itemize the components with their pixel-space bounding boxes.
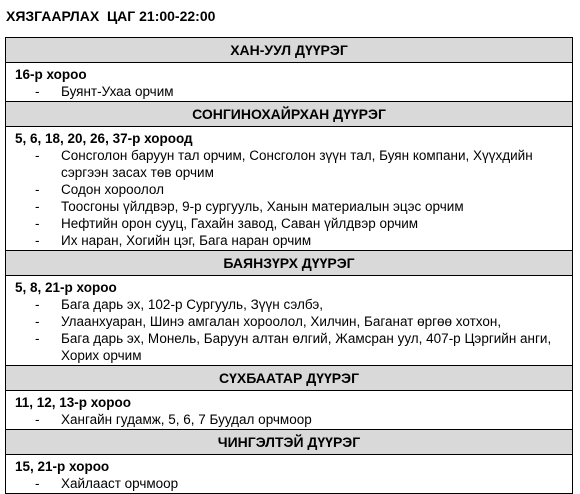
district-header-chingeltei: ЧИНГЭЛТЭЙ ДҮҮРЭГ	[6, 430, 572, 455]
khoroo-label: 5, 6, 18, 20, 26, 37-р хороод	[15, 131, 193, 146]
khoroo-label: 11, 12, 13-р хороо	[15, 395, 131, 410]
place-item: - Нефтийн орон сууц, Гахайн завод, Саван үйлдвэр орчим	[15, 215, 564, 232]
district-body-khan-uul	[6, 63, 572, 102]
district-header-sukhbaatar: СҮХБААТАР ДҮҮРЭГ	[6, 366, 572, 391]
place-item: - Улаанхуаран, Шинэ амгалан хороолол, Хилчин, Баганат өргөө хотхон,	[15, 313, 564, 330]
district-header-songinokhairkhan: СОНГИНОХАЙРХАН ДҮҮРЭГ	[6, 102, 572, 127]
place-list	[15, 83, 564, 100]
place-list	[15, 296, 564, 364]
district-body-songinokhairkhan	[6, 127, 572, 251]
district-body-sukhbaatar	[6, 391, 572, 430]
district-header-bayanzurkh: БАЯНЗҮРХ ДҮҮРЭГ	[6, 251, 572, 276]
place-item: - Бага дарь эх, Монель, Баруун алтан өлгий, Жамсран уул, 407-р Цэргийн анги, Хорих орчим	[15, 330, 564, 364]
place-item: - Бага дарь эх, 102-р Сургууль, Зүүн сэлбэ,	[15, 296, 564, 313]
place-item: - Хайлааст орчмоор	[15, 475, 564, 492]
restriction-table	[5, 37, 573, 494]
khoroo-label: 15, 21-р хороо	[15, 459, 110, 474]
place-item: - Буянт-Ухаа орчим	[15, 83, 564, 100]
khoroo-label: 5, 8, 21-р хороо	[15, 280, 117, 295]
place-item: - Сонсголон баруун тал орчим, Сонсголон зүүн тал, Буян компани, Хүүхдийн сэргээн засах төв орчим	[15, 147, 564, 181]
place-list	[15, 475, 564, 492]
district-header-khan-uul: ХАН-УУЛ ДҮҮРЭГ	[6, 38, 572, 63]
place-item: - Их наран, Хогийн цэг, Бага наран орчим	[15, 232, 564, 249]
khoroo-label: 16-р хороо	[15, 67, 87, 82]
place-item: - Хангайн гудамж, 5, 6, 7 Буудал орчмоор	[15, 411, 564, 428]
document-title: ХЯЗГААРЛАХ ЦАГ 21:00-22:00	[6, 8, 216, 24]
district-body-chingeltei	[6, 455, 572, 493]
place-item: - Тоосгоны үйлдвэр, 9-р сургууль, Ханын материалын эцэс орчим	[15, 198, 564, 215]
place-list	[15, 411, 564, 428]
place-item: - Содон хороолол	[15, 181, 564, 198]
place-list	[15, 147, 564, 249]
district-body-bayanzurkh	[6, 276, 572, 366]
